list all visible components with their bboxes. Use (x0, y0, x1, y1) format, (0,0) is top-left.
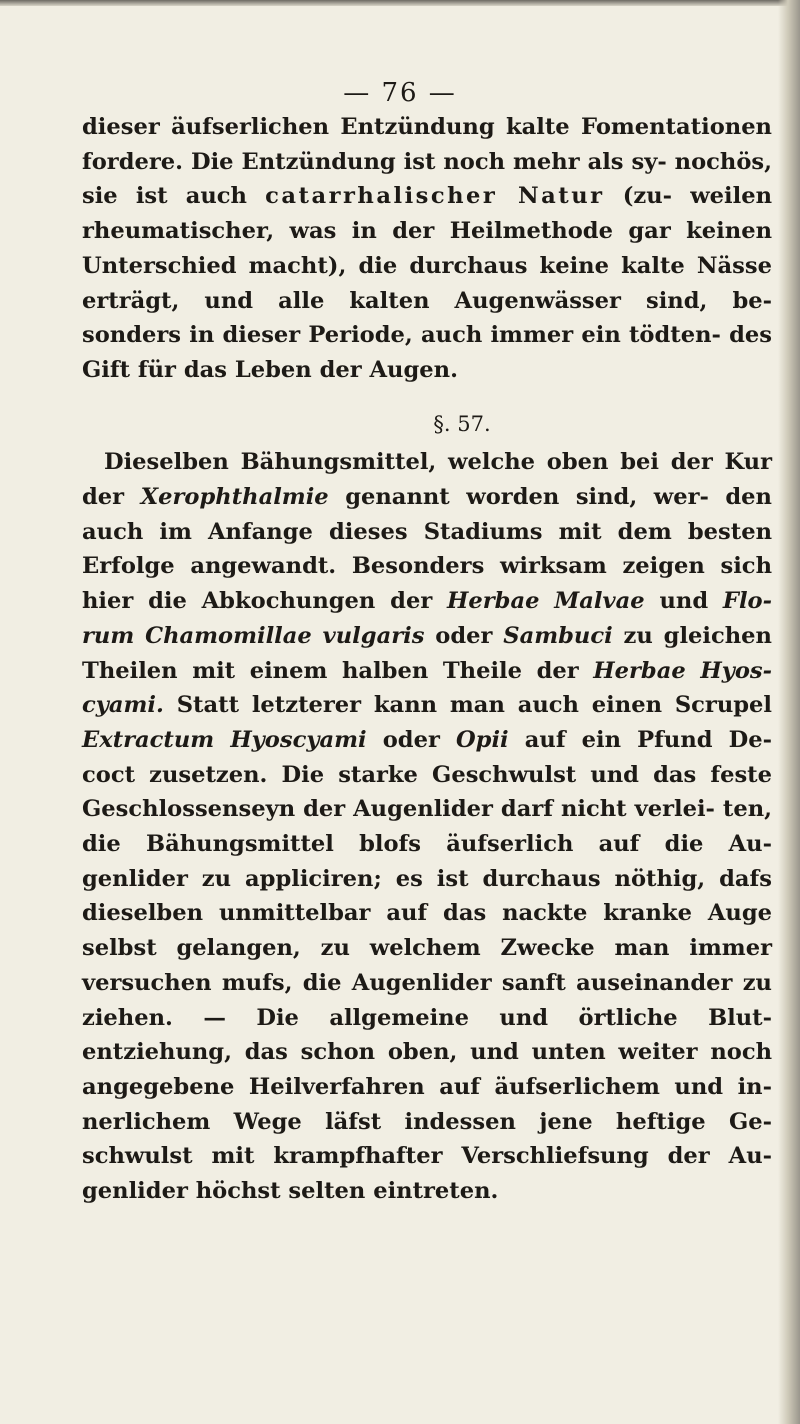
page-text (82, 110, 772, 1209)
paragraph-1 (82, 110, 772, 388)
paragraph-2-run: zu gleichen Theilen mit einem halben Theile der (82, 622, 772, 684)
paragraph-2-run-italic: Flo- rum Chamomillae vulgaris (82, 588, 772, 649)
paragraph-2-run: auf ein Pfund De- coct zusetzen. Die starke Geschwulst und das feste Geschlossenseyn der Augenlider darf nicht verlei- ten, die Bähungsmittel blofs äufserlich auf die Au- genlider zu appliciren; es ist durchaus nöthig, dafs dieselben unmittelbar auf das nackte kranke Auge selbst gelangen, zu welchem Zwecke man immer versuchen mufs, die Augenlider sanft auseinander zu ziehen. — Die allgemeine und örtliche Blut- entziehung, das schon oben, und unten weiter noch angegebene Heilverfahren auf äufserlichem und in- nerlichem Wege läfst indessen jene heftige Ge- schwulst mit krampfhafter Verschliefsung der Au- genlider höchst selten eintreten. (82, 726, 773, 1205)
paragraph-2-run: Dieselben Bähungsmittel, welche oben bei der Kur der (82, 449, 772, 511)
paragraph-2-run: Statt letzterer kann man auch einen Scrupel (163, 692, 772, 719)
page-binding-shadow (778, 0, 800, 1424)
paragraph-2-run: und (644, 588, 723, 615)
paragraph-2-run-italic: Opii (456, 726, 509, 753)
paragraph-1-run: dieser äufserlichen Entzündung kalte Fomentationen fordere. Die Entzündung ist noch mehr als sy- nochös, sie ist auch (82, 114, 772, 210)
paragraph-1-run: (zu- weilen rheumatischer, was in der Heilmethode gar keinen Unterschied macht), die durchaus keine kalte Nässe erträgt, und alle kalten Augenwässer sind, be- sonders in dieser Periode, auch immer ein tödten- des Gift für das Leben der Augen. (82, 183, 772, 383)
paragraph-2-run-italic: Herbae Malvae (447, 588, 645, 615)
paragraph-2-run-italic: Xerophthalmie (140, 484, 329, 511)
paragraph-2-run: oder (424, 622, 504, 649)
paragraph-2-run: genannt worden sind, wer- den auch im Anfange dieses Stadiums mit dem besten Erfolge angewandt. Besonders wirksam zeigen sich hier die Abkochungen der (82, 484, 772, 615)
paragraph-2-run-italic: Extractum Hyoscyami (82, 726, 367, 753)
section-heading: §. 57. (433, 411, 491, 436)
paragraph-2-run-italic: Sambuci (503, 622, 613, 649)
paragraph-2-run-italic: Herbae Hyos- cyami. (82, 657, 772, 719)
paragraph-2-run: oder (366, 726, 456, 753)
paragraph-1-run-spaced: catarrhalischer Natur (265, 183, 605, 210)
paragraph-2 (82, 445, 772, 1208)
page-top-edge (0, 0, 800, 6)
page-number: — 76 — (343, 78, 457, 108)
